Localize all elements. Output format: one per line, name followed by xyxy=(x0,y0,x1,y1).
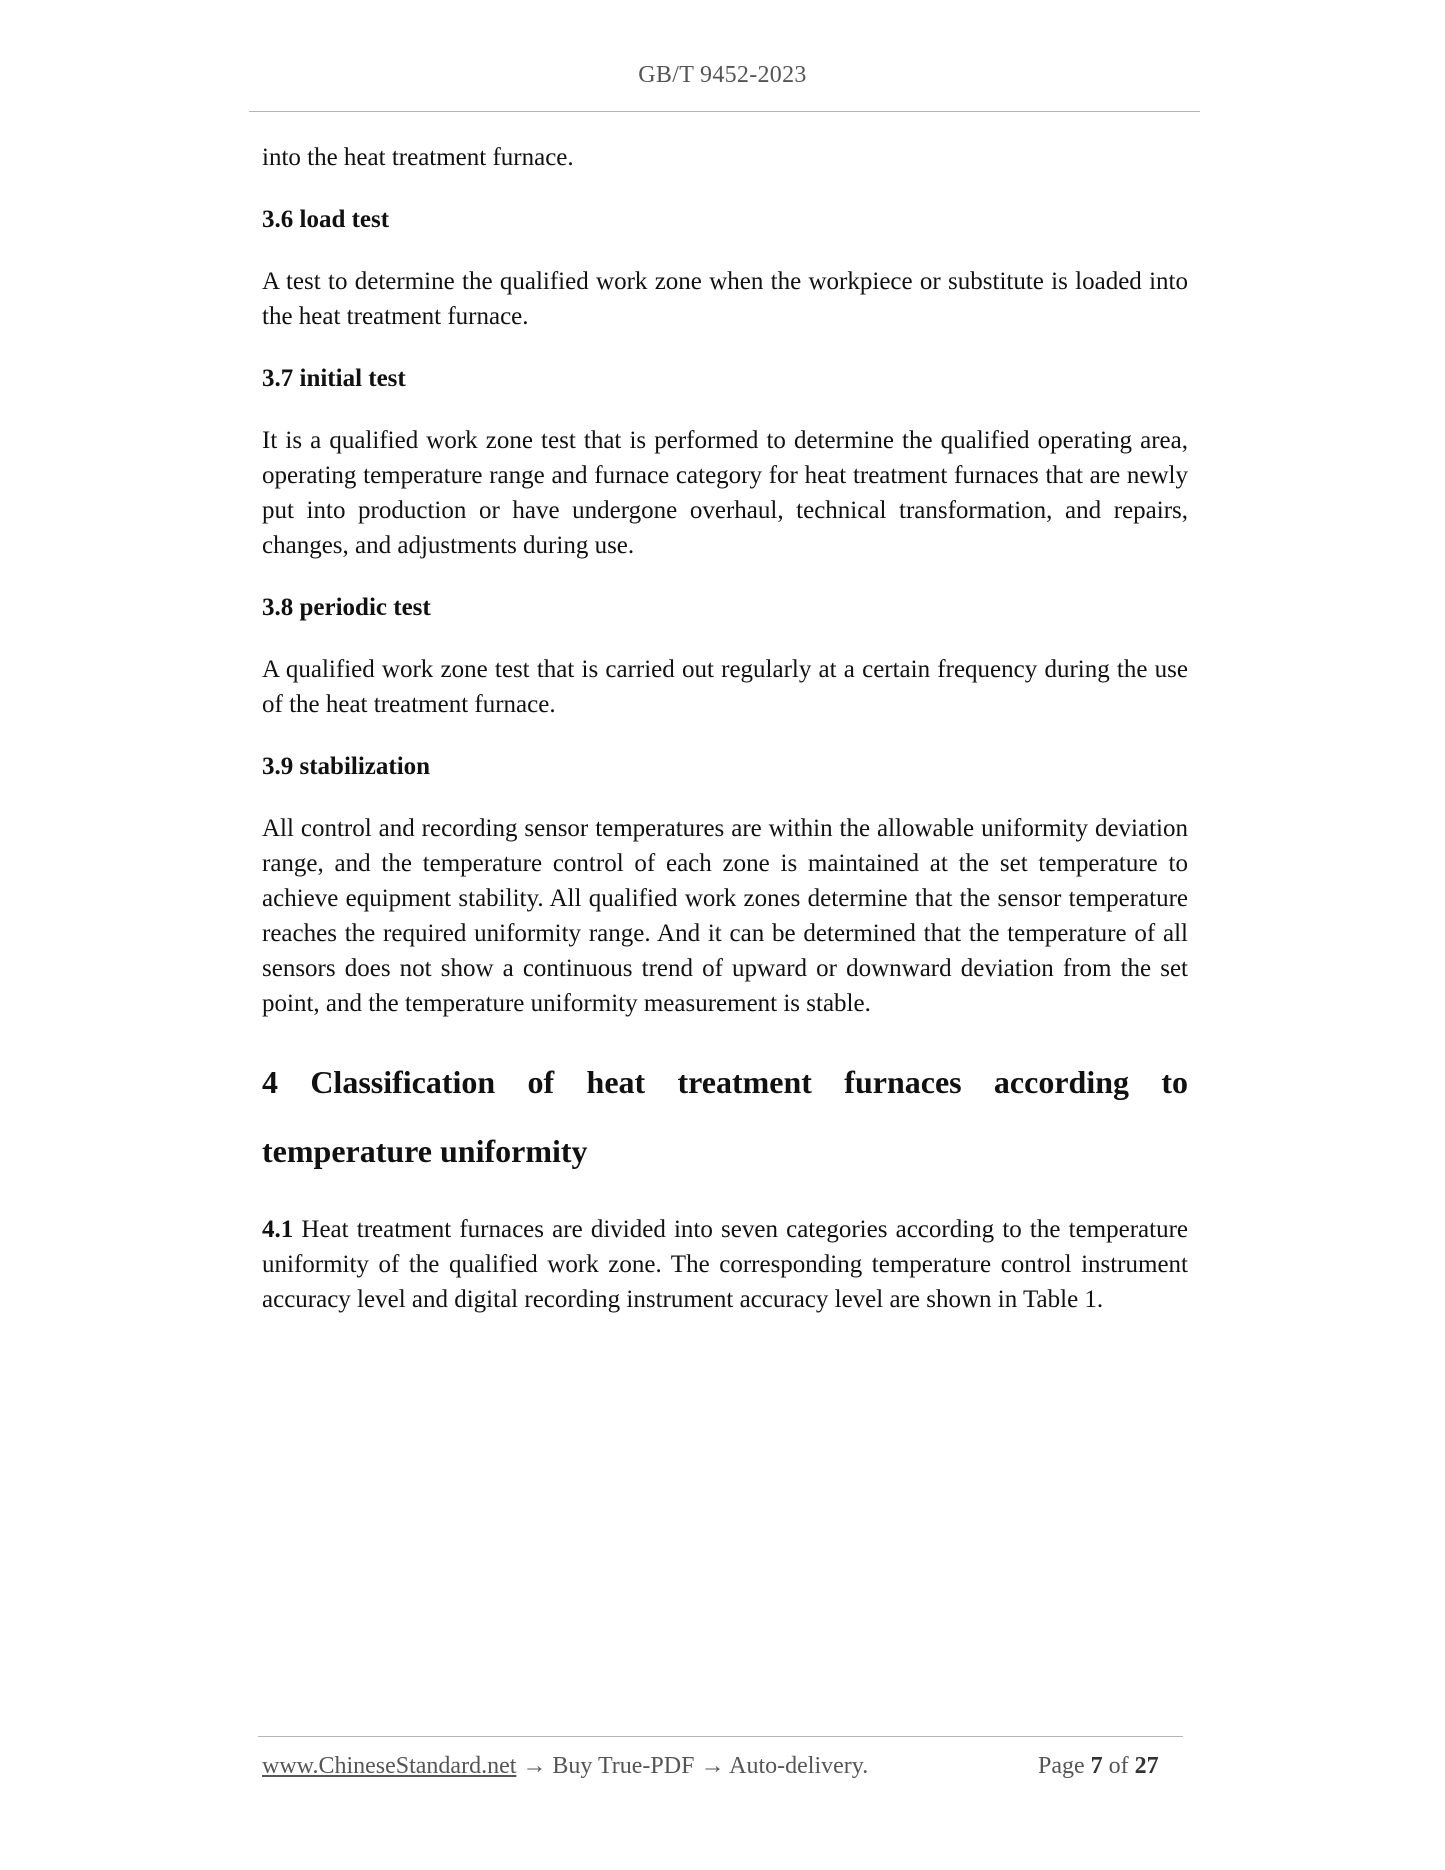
document-id-header: GB/T 9452-2023 xyxy=(638,62,807,88)
footer-promo xyxy=(262,1753,868,1780)
continuation-text: into the heat treatment furnace. xyxy=(262,144,574,171)
auto-delivery-text: Auto-delivery. xyxy=(729,1753,869,1779)
website-link[interactable]: www.ChineseStandard.net xyxy=(262,1753,517,1779)
clause-4-1-number: 4.1 xyxy=(262,1216,294,1243)
page-of-label: of xyxy=(1108,1753,1129,1779)
buy-pdf-text: Buy True-PDF xyxy=(552,1753,695,1779)
page-total: 27 xyxy=(1134,1753,1159,1779)
term-heading-3-7: 3.7 initial test xyxy=(262,365,406,392)
term-definition-3-9: All control and recording sensor temperatures are within the allowable uniformity deviation range, and the temperature control of each zone is maintained at the set temperature to achieve equipment stability. All qualified work zones determine that the sensor temperature reaches the required uniformity range. And it can be determined that the temperature of all sensors does not show a continuous trend of upward or downward deviation from the set point, and the temperature uniformity measurement is stable. xyxy=(262,815,1188,1017)
clause-4-1 xyxy=(262,1212,1188,1317)
page-content xyxy=(262,140,1188,1344)
page-label: Page xyxy=(1038,1753,1085,1779)
page-current: 7 xyxy=(1090,1753,1103,1779)
term-definition-3-8: A qualified work zone test that is carried out regularly at a certain frequency during the use of the heat treatment furnace. xyxy=(262,656,1188,718)
section-4-heading xyxy=(262,1048,1188,1186)
term-definition-3-6: A test to determine the qualified work zone when the workpiece or substitute is loaded into the heat treatment furnace. xyxy=(262,268,1188,330)
term-heading-3-6: 3.6 load test xyxy=(262,206,390,233)
term-definition-3-7: It is a qualified work zone test that is performed to determine the qualified operating area, operating temperature range and furnace category for heat treatment furnaces that are newly put into production or have undergone overhaul, technical transformation, and repairs, changes, and adjustments during use. xyxy=(262,427,1188,559)
page-indicator xyxy=(1038,1753,1159,1780)
header-divider xyxy=(249,111,1200,112)
clause-4-1-text: Heat treatment furnaces are divided into seven categories according to the temperature uniformity of the qualified work zone. The corresponding temperature control instrument accuracy level and digital recording instrument accuracy level are shown in Table 1. xyxy=(262,1216,1188,1313)
arrow-right-icon: → xyxy=(516,1753,553,1779)
arrow-right-icon: → xyxy=(694,1753,730,1779)
term-heading-3-9: 3.9 stabilization xyxy=(262,753,431,780)
section-4-heading-line2: temperature uniformity xyxy=(262,1133,588,1169)
section-4-heading-line1: 4 Classification of heat treatment furnaces according to xyxy=(262,1064,1188,1100)
footer-divider xyxy=(258,1736,1183,1737)
term-heading-3-8: 3.8 periodic test xyxy=(262,594,431,621)
